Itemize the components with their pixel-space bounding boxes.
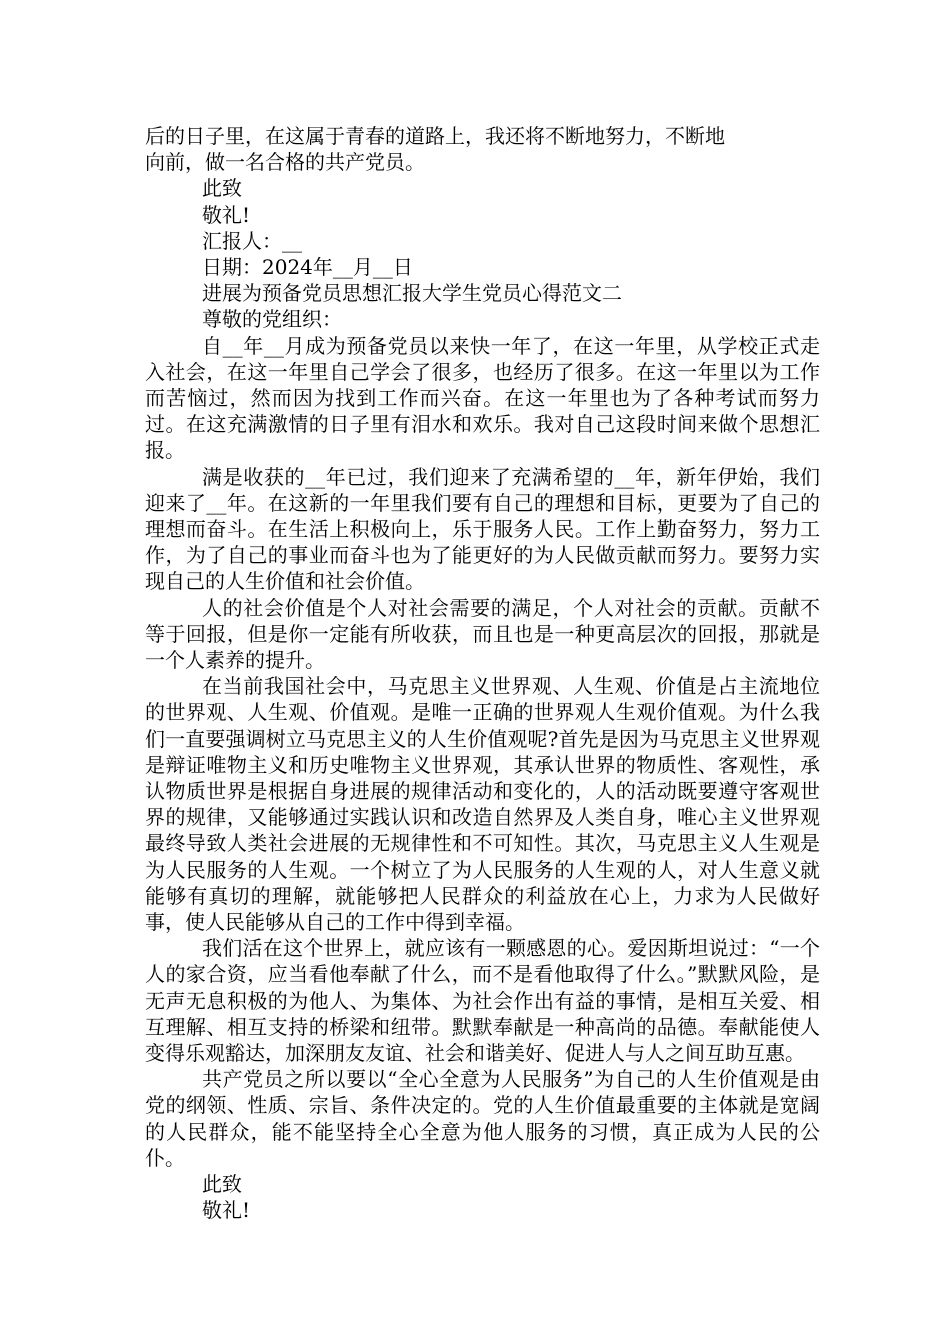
closing-regards-2: 敬礼! (202, 1198, 251, 1223)
paragraph-1: 自__年__月成为预备党员以来快一年了，在这一年里，从学校正式走入社会，在这一年里自己学会了很多，也经历了很多。在这一年里以为工作而苦恼过，然而因为找到工作而兴奋。在这一年里也为了各种考试而努力过。在这充满激情的日子里有泪水和欢乐。我对自己这段时间来做个思想汇报。 (145, 333, 820, 463)
paragraph-3: 人的社会价值是个人对社会需要的满足，个人对社会的贡献。贡献不等于回报，但是你一定能有所收获，而且也是一种更高层次的回报，那就是一个人素养的提升。 (145, 595, 820, 672)
reporter-line: 汇报人：__ (202, 228, 302, 253)
paragraph-5: 我们活在这个世界上，就应该有一颗感恩的心。爱因斯坦说过：“一个人的家合资，应当看他奉献了什么，而不是看他取得了什么。”默默风险，是无声无息积极的为他人、为集体、为社会作出有益的事情，是相互关爱、相互理解、相互支持的桥梁和纽带。默默奉献是一种高尚的品德。奉献能使人变得乐观豁达，加深朋友友谊、社会和谐美好、促进人与人之间互助互惠。 (145, 936, 820, 1065)
paragraph-6: 共产党员之所以要以“全心全意为人民服务”为自己的人生价值观是由党的纲领、性质、宗旨、条件决定的。党的人生价值最重要的主体就是宽阔的人民群众，能不能坚持全心全意为他人服务的习惯，真正成为人民的公仆。 (145, 1067, 820, 1170)
paragraph-4: 在当前我国社会中，马克思主义世界观、人生观、价值是占主流地位的世界观、人生观、价值观。是唯一正确的世界观人生观价值观。为什么我们一直要强调树立马克思主义的人生价值观呢?首先是因为马克思主义世界观是辩证唯物主义和历史唯物主义世界观，其承认世界的物质性、客观性，承认物质世界是根据自身进展的规律活动和变化的，人的活动既要遵守客观世界的规律，又能够通过实践认识和改造自然界及人类自身，唯心主义世界观最终导致人类社会进展的无规律性和不可知性。其次，马克思主义人生观是为人民服务的人生观。一个树立了为人民服务的人生观的人，对人生意义就能够有真切的理解，就能够把人民群众的利益放在心上，力求为人民做好事，使人民能够从自己的工作中得到幸福。 (145, 674, 820, 934)
opening-line-2: 向前，做一名合格的共产党员。 (145, 150, 425, 175)
closing-salutation: 此致 (202, 176, 242, 201)
closing-salutation-2: 此致 (202, 1172, 242, 1196)
date-line: 日期：2024年__月__日 (202, 254, 413, 279)
section-title: 进展为预备党员思想汇报大学生党员心得范文二 (202, 281, 622, 306)
opening-line-1: 后的日子里，在这属于青春的道路上，我还将不断地努力，不断地 (145, 124, 725, 148)
closing-regards: 敬礼! (202, 202, 251, 227)
document-page (145, 123, 820, 1223)
greeting: 尊敬的党组织： (202, 307, 342, 332)
paragraph-2: 满是收获的__年已过，我们迎来了充满希望的__年，新年伊始，我们迎来了__年。在这新的一年里我们要有自己的理想和目标，更要为了自己的理想而奋斗。在生活上积极向上，乐于服务人民。工作上勤奋努力，努力工作，为了自己的事业而奋斗也为了能更好的为人民做贡献而努力。要努力实现自己的人生价值和社会价值。 (145, 464, 820, 594)
